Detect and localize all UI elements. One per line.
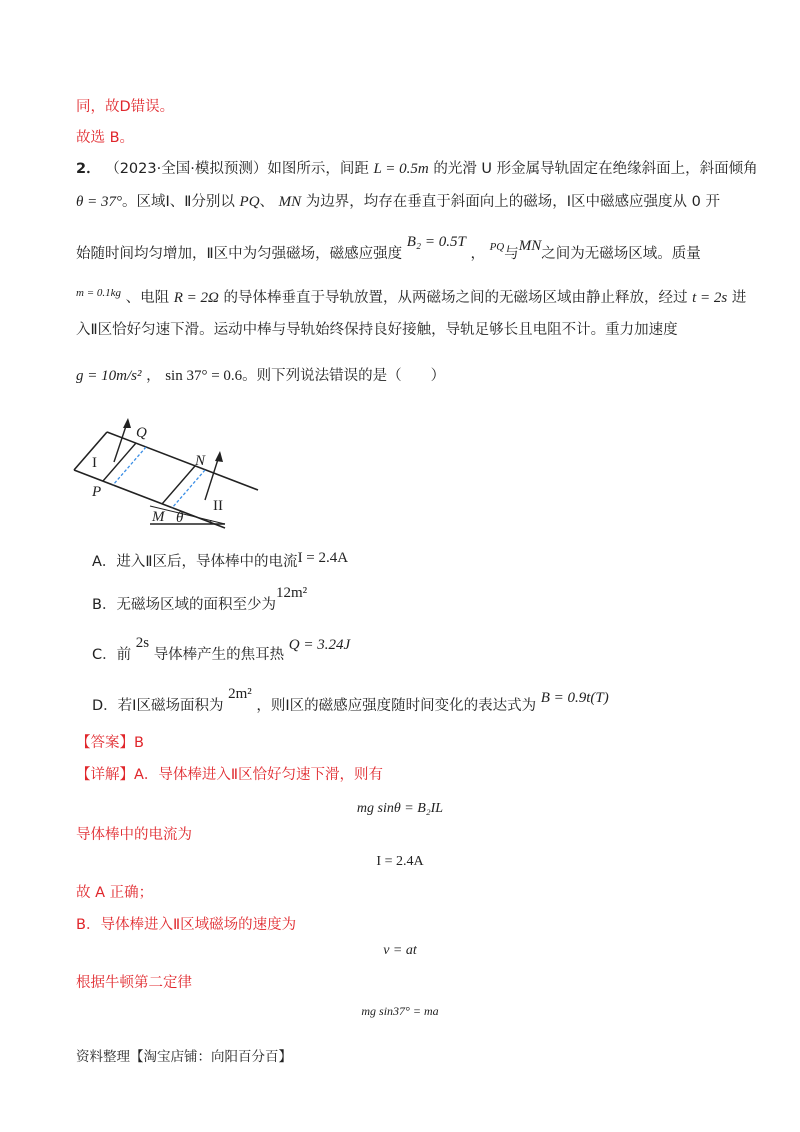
question-text: 的导体棒垂直于导轨放置，从两磁场之间的无磁场区域由静止释放，经过 (223, 290, 688, 306)
math-L: L = 0.5m (373, 161, 429, 177)
question-text: ， (470, 246, 485, 262)
question-text: 始随时间均匀增加，Ⅱ区中为匀强磁场，磁感应强度 (76, 246, 403, 262)
newton-label: 根据牛顿第二定律 (76, 975, 192, 991)
label-theta: θ (176, 510, 184, 526)
prev-choice: 故选 B。 (76, 130, 135, 146)
question-text: 。区域Ⅰ、Ⅱ分别以 (122, 194, 235, 210)
label-N: N (195, 453, 206, 469)
arrowhead (215, 451, 223, 462)
math-Q: Q = 3.24J (288, 637, 351, 653)
equation-2: I = 2.4A (376, 854, 424, 869)
question-text: 的光滑 U 形金属导轨固定在绝缘斜面上，斜面倾角 (433, 161, 758, 177)
math-B: B = 0.9t(T) (540, 690, 609, 706)
math-R: R = 2Ω (173, 290, 219, 306)
math-MN: MN (518, 238, 542, 254)
question-line-3 (76, 234, 701, 265)
equation-3: v = at (383, 943, 417, 958)
current-label: 导体棒中的电流为 (76, 827, 192, 843)
option-text: ，则Ⅰ区的磁感应强度随时间变化的表达式为 (256, 698, 537, 714)
option-C[interactable] (92, 635, 351, 664)
math-m: m = 0.1kg (76, 287, 121, 299)
option-text: C．前 (92, 647, 132, 663)
option-A[interactable] (92, 550, 348, 571)
question-text: 、 (259, 194, 275, 210)
math-PQ: PQ (239, 194, 260, 210)
answer-label: 【答案】B (76, 735, 144, 751)
math-sin: sin 37° = 0.6 (165, 368, 243, 384)
rod-region-I (113, 447, 146, 485)
question-source: （2023·全国·模拟预测） (105, 161, 268, 177)
label-Q: Q (136, 425, 147, 441)
rail-figure (70, 410, 280, 550)
question-text: 、电阻 (125, 290, 170, 306)
math-B2: B₂ = 0.5T (406, 234, 466, 250)
question-line-4 (76, 288, 746, 309)
equation-1: mg sinθ = B₂IL (356, 801, 444, 816)
option-text: 导体棒产生的焦耳热 (153, 647, 285, 663)
footer-text: 资料整理【淘宝店铺：向阳百分百】 (76, 1049, 292, 1065)
question-text: 与 (504, 246, 519, 262)
math-area-I: 2m² (228, 686, 252, 702)
question-number: 2． (76, 161, 101, 177)
math-area: 12m² (275, 585, 308, 601)
arrowhead (123, 418, 131, 428)
label-I: I (92, 455, 97, 471)
rod-region-middle (172, 470, 205, 508)
label-M: M (152, 509, 165, 525)
question-text: 之间为无磁场区域。质量 (541, 246, 701, 262)
math-time: 2s (135, 635, 150, 651)
detail-label: 【详解】A．导体棒进入Ⅱ区恰好匀速下滑，则有 (76, 767, 384, 783)
math-MN: MN (278, 194, 302, 210)
option-text: B．无磁场区域的面积至少为 (92, 597, 276, 613)
question-text: 进 (731, 290, 747, 306)
question-line-2 (76, 192, 720, 212)
prev-answer-end: 同，故D错误。 (76, 99, 175, 115)
question-text: 如图所示，间距 (267, 161, 369, 177)
option-text: A．进入Ⅱ区后，导体棒中的电流 (92, 554, 298, 570)
question-text: ， (146, 368, 161, 384)
rail-left (74, 432, 107, 470)
option-text: D．若Ⅰ区磁场面积为 (92, 698, 224, 714)
equation-4: mg sin37° = ma (361, 1004, 439, 1018)
math-g: g = 10m/s² (76, 368, 142, 384)
boundary-PQ (103, 443, 136, 481)
label-P: P (92, 484, 102, 500)
option-D[interactable] (92, 686, 609, 715)
question-line-1 (76, 159, 758, 179)
label-II: II (213, 498, 223, 514)
math-I: I = 2.4A (297, 550, 349, 566)
a-correct: 故 A 正确； (76, 885, 154, 901)
question-line-6 (76, 366, 445, 386)
math-PQ: PQ (489, 241, 505, 253)
question-line-5 (76, 320, 678, 340)
question-text: 。则下列说法错误的是（ ） (242, 368, 446, 384)
question-text: 入Ⅱ区恰好匀速下滑。运动中棒与导轨始终保持良好接触，导轨足够长且电阻不计。重力加速度 (76, 322, 678, 338)
boundary-MN (162, 466, 195, 504)
question-text: 为边界，均存在垂直于斜面向上的磁场，Ⅰ区中磁感应强度从 0 开 (305, 194, 720, 210)
math-theta: θ = 37° (76, 194, 122, 210)
option-B[interactable] (92, 585, 308, 614)
b-label: B．导体棒进入Ⅱ区域磁场的速度为 (76, 917, 297, 933)
math-t: t = 2s (692, 290, 728, 306)
